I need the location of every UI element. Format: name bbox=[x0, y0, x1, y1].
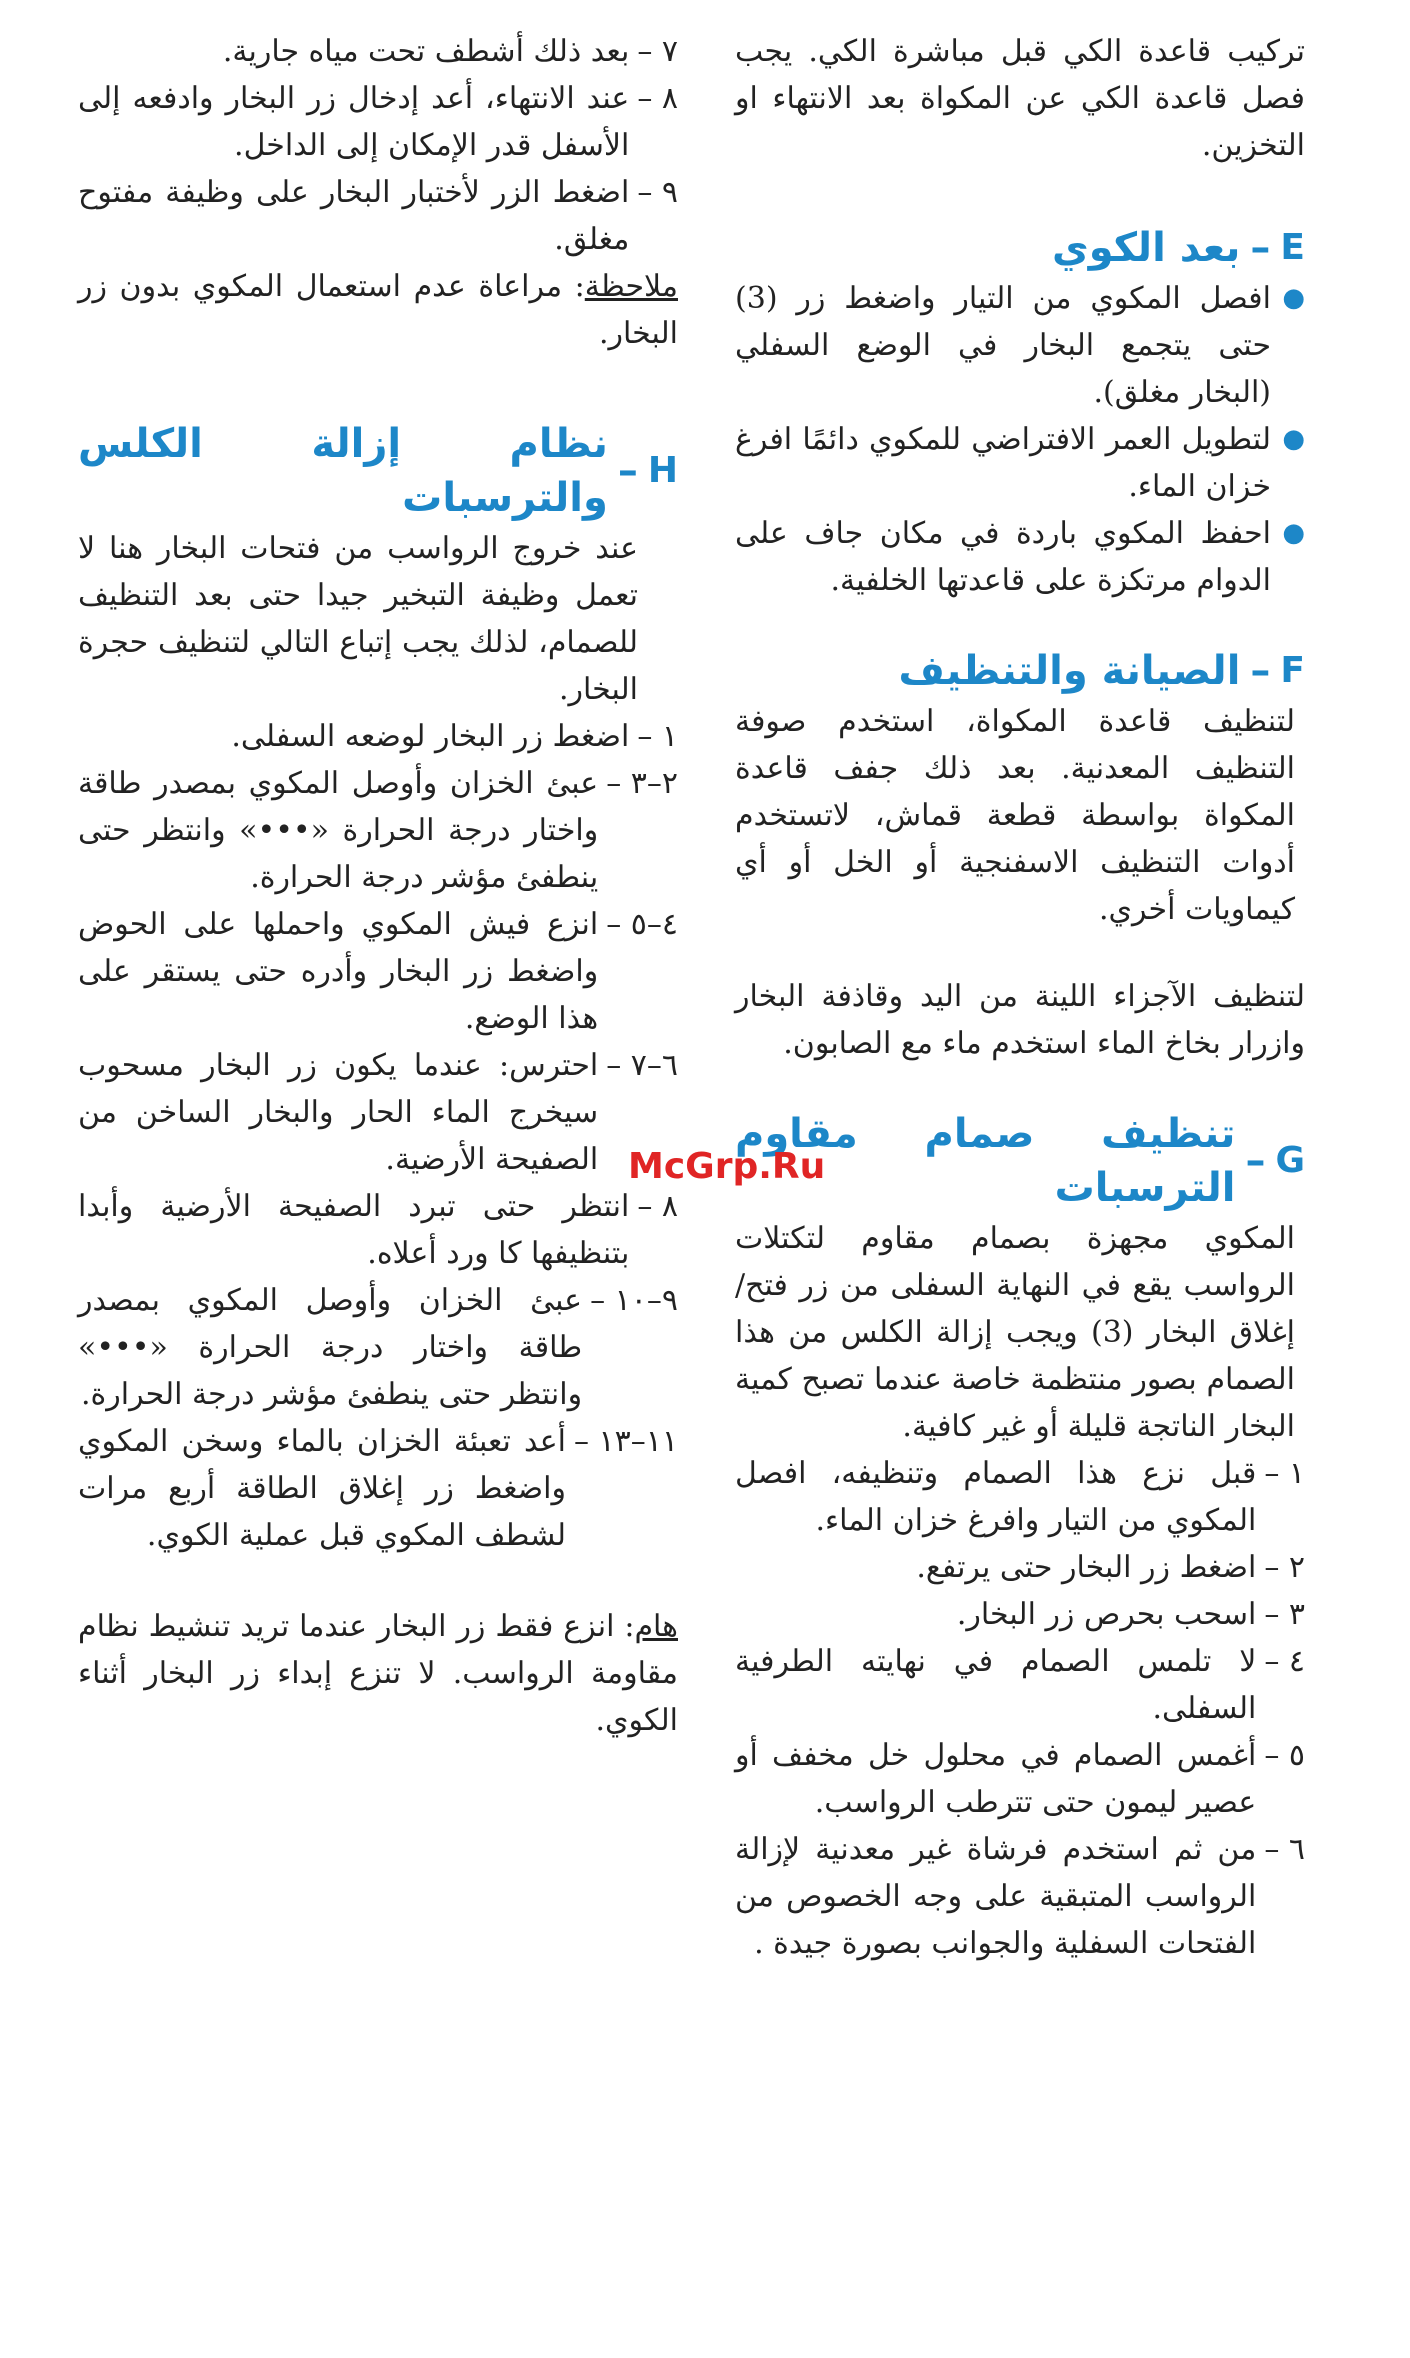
important-text: : انزع فقط زر البخار عندما تريد تنشيط نظام مقاومة الرواسب. لا تنزع إبداء زر البخار أثناء الكوي. bbox=[78, 1609, 678, 1738]
list-item: ٧ – بعد ذلك أشطف تحت مياه جارية. bbox=[222, 34, 678, 69]
bullet-icon: ● bbox=[1282, 518, 1305, 548]
list-item: ٨ – انتظر حتى تبرد الصفيحة الأرضية وأبدا بتنظيفها كا ورد أعلاه. bbox=[78, 1189, 678, 1271]
list-item: ٩ – اضغط الزر لأختبار البخار على وظيفة مفتوح مغلق. bbox=[78, 175, 678, 257]
list-item: ١١–١٣ – أعد تعبئة الخزان بالماء وسخن المكوي واضغط زر إغلاق الطاقة أربع مرات لشطف المكوي قبل عملية الكوي. bbox=[78, 1424, 678, 1553]
note-paragraph bbox=[78, 263, 678, 357]
section-letter: F bbox=[1280, 650, 1305, 691]
list-item: ● احفظ المكوي باردة في مكان جاف على الدوام مرتكزة على قاعدتها الخلفية. bbox=[735, 510, 1305, 604]
list-item: ٥ – أغمس الصمام في محلول خل مخفف أو عصير ليمون حتى تترطب الرواسب. bbox=[735, 1738, 1305, 1820]
list-item: ٨ – عند الانتهاء، أعد إدخال زر البخار وادفعه إلى الأسفل قدر الإمكان إلى الداخل. bbox=[78, 81, 678, 163]
list-item: ٦–٧ – احترس: عندما يكون زر البخار مسحوب سيخرج الماء الحار والبخار الساخن من الصفيحة الأرضية. bbox=[78, 1048, 678, 1177]
left-column bbox=[78, 28, 678, 1744]
list-item: ٢–٣ – عبئ الخزان وأوصل المكوي بمصدر طاقة واختار درجة الحرارة «•••» وانتظر حتى ينطفئ مؤشر درجة الحرارة. bbox=[78, 766, 678, 895]
section-g-heading: G – تنظيف صمام مقاوم الترسبات bbox=[735, 1107, 1305, 1215]
list-item: ١ – اضغط زر البخار لوضعه السفلى. bbox=[231, 719, 678, 754]
list-item: ٦ – من ثم استخدم فرشاة غير معدنية لإزالة الرواسب المتبقية على وجه الخصوص من الفتحات السفلية والجوانب بصورة جيدة . bbox=[735, 1832, 1305, 1961]
list-item: ٢ – اضغط زر البخار حتى يرتفع. bbox=[916, 1550, 1305, 1585]
note-label: ملاحظة bbox=[584, 269, 678, 304]
bullet-icon: ● bbox=[1282, 283, 1305, 313]
section-title: نظام إزالة الكلس والترسبات bbox=[78, 421, 608, 521]
descaling-intro: عند خروج الرواسب من فتحات البخار هنا لا تعمل وظيفة التبخير جيدا حتى بعد التنظيف للصمام، لذلك يجب إتباع التالي لتنظيف حجرة البخار. bbox=[78, 531, 638, 707]
note-text: : مراعاة عدم استعمال المكوي بدون زر البخار. bbox=[78, 269, 678, 351]
list-item: ٤ – لا تلمس الصمام في نهايته الطرفية السفلى. bbox=[735, 1644, 1305, 1726]
section-e-heading: E – بعد الكوي bbox=[735, 221, 1305, 275]
section-title: بعد الكوي bbox=[1052, 225, 1241, 271]
right-column bbox=[735, 28, 1305, 1967]
watermark-text: McGrp.Ru bbox=[628, 1146, 826, 1187]
list-item: ٩–١٠ – عبئ الخزان وأوصل المكوي بمصدر طاقة واختار درجة الحرارة «•••» وانتظر حتى ينطفئ مؤشر درجة الحرارة. bbox=[78, 1283, 678, 1412]
list-item: ● افصل المكوي من التيار واضغط زر (3) حتى يتجمع البخار في الوضع السفلي (البخار مغلق). bbox=[735, 275, 1305, 416]
section-f-heading: F – الصيانة والتنظيف bbox=[735, 644, 1305, 698]
cleaning-paragraph: لتنظيف قاعدة المكواة، استخدم صوفة التنظيف المعدنية. بعد ذلك جفف قاعدة المكواة بواسطة قطعة قماش، لاتستخدم أدوات التنظيف الاسفنجية أو الخل أو أي كيماويات أخري. bbox=[735, 704, 1295, 927]
list-item: ● لتطويل العمر الافتراضي للمكوي دائمًا افرغ خزان الماء. bbox=[735, 416, 1305, 510]
section-h-heading: H – نظام إزالة الكلس والترسبات bbox=[78, 417, 678, 525]
section-title: تنظيف صمام مقاوم الترسبات bbox=[735, 1111, 1236, 1211]
section-title: الصيانة والتنظيف bbox=[898, 648, 1241, 694]
list-item: ٣ – اسحب بحرص زر البخار. bbox=[956, 1597, 1305, 1632]
section-letter: G bbox=[1275, 1140, 1305, 1181]
valve-intro: المكوي مجهزة بصمام مقاوم لتكتلات الرواسب يقع في النهاية السفلى من زر فتح/إغلاق البخار (3) ويجب إزالة الكلس من هذا الصمام بصور منتظمة خاصة عندما تصبح كمية البخار الناتجة قليلة أو غير كافية. bbox=[735, 1221, 1295, 1444]
important-label: هام bbox=[634, 1609, 678, 1644]
section-letter: E bbox=[1280, 227, 1305, 268]
bullet-icon: ● bbox=[1282, 424, 1305, 454]
intro-paragraph: تركيب قاعدة الكي قبل مباشرة الكي. يجب فصل قاعدة الكي عن المكواة بعد الانتهاء او التخزين. bbox=[735, 34, 1305, 163]
cleaning-soft-parts-paragraph: لتنظيف الآجزاء اللينة من اليد وقاذفة البخار وازرار بخاخ الماء استخدم ماء مع الصابون. bbox=[735, 979, 1305, 1061]
section-letter: H bbox=[647, 450, 678, 491]
list-item: ١ – قبل نزع هذا الصمام وتنظيفه، افصل المكوي من التيار وافرغ خزان الماء. bbox=[735, 1456, 1305, 1538]
important-paragraph bbox=[78, 1603, 678, 1744]
list-item: ٤–٥ – انزع فيش المكوي واحملها على الحوض واضغط زر البخار وأدره حتى يستقر على هذا الوضع. bbox=[78, 907, 678, 1036]
